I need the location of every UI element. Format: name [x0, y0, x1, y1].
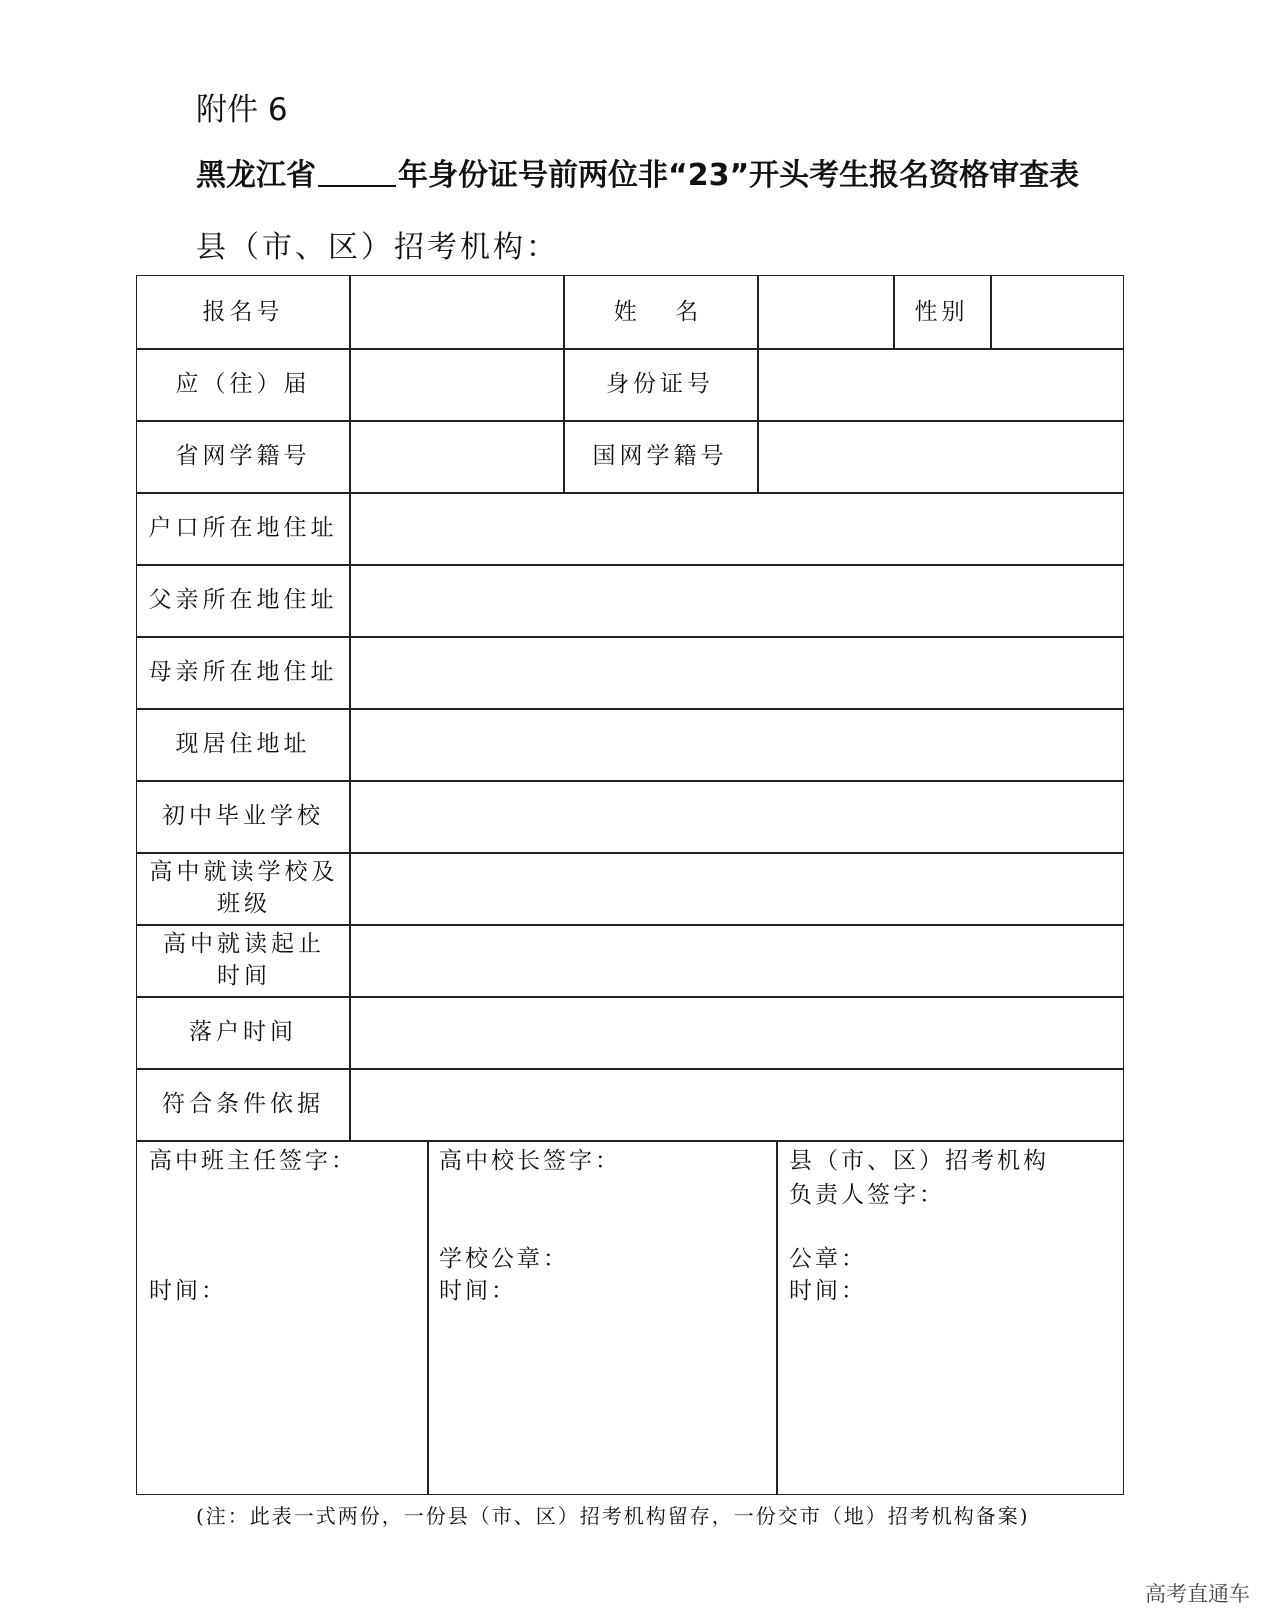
field-settle-time[interactable]: [349, 996, 1123, 1068]
agency-seal-label: 公章：: [789, 1246, 867, 1272]
row-divider: [137, 1140, 1123, 1142]
field-name[interactable]: [757, 276, 893, 348]
agency-time-label: 时间：: [789, 1278, 867, 1304]
label-reg-no: 报名号: [202, 299, 284, 325]
field-hukou-address[interactable]: [349, 492, 1123, 564]
label-name: 姓 名: [613, 299, 707, 325]
label-hukou-address: 户口所在地住址: [148, 515, 338, 541]
footnote: (注：此表一式两份，一份县（市、区）招考机构留存，一份交市（地）招考机构备案): [196, 1504, 1030, 1528]
agency-signature-line1: 县（市、区）招考机构: [789, 1148, 1049, 1174]
label-grad-status: 应（往）届: [175, 371, 311, 397]
watermark-text: 高考直通车: [1145, 1582, 1250, 1606]
principal-signature-label: 高中校长签字：: [439, 1148, 621, 1174]
field-current-address[interactable]: [349, 708, 1123, 780]
title-rest: 年身份证号前两位非“23”开头考生报名资格审查表: [398, 158, 1080, 193]
label-senior-period: 高中就读起止时间: [163, 931, 325, 989]
form-title: [196, 150, 1079, 194]
field-mother-address[interactable]: [349, 636, 1123, 708]
label-gender: 性别: [914, 299, 969, 325]
school-seal-label: 学校公章：: [439, 1246, 569, 1272]
col-divider: [427, 1140, 429, 1494]
attachment-label: 附件 6: [196, 92, 288, 128]
label-nat-student-no: 国网学籍号: [592, 443, 728, 469]
year-blank: [318, 159, 396, 187]
teacher-signature-label: 高中班主任签字：: [149, 1148, 357, 1174]
field-gender[interactable]: [990, 276, 1123, 348]
label-settle-time: 落户时间: [189, 1019, 297, 1045]
field-senior-period[interactable]: [349, 924, 1123, 996]
label-junior-school: 初中毕业学校: [162, 803, 324, 829]
review-form-table: [136, 275, 1124, 1495]
field-junior-school[interactable]: [349, 780, 1123, 852]
label-mother-address: 母亲所在地住址: [148, 659, 338, 685]
label-basis: 符合条件依据: [162, 1091, 324, 1117]
field-reg-no[interactable]: [349, 276, 563, 348]
field-id-no[interactable]: [757, 348, 1123, 420]
org-line: 县（市、区）招考机构：: [196, 230, 559, 265]
label-id-no: 身份证号: [606, 371, 714, 397]
field-basis[interactable]: [349, 1068, 1123, 1140]
col-divider: [776, 1140, 778, 1494]
label-father-address: 父亲所在地住址: [148, 587, 338, 613]
field-nat-student-no[interactable]: [757, 420, 1123, 492]
label-senior-school-class: 高中就读学校及班级: [149, 859, 339, 917]
label-prov-student-no: 省网学籍号: [175, 443, 311, 469]
title-province: 黑龙江省: [196, 158, 316, 193]
label-current-address: 现居住地址: [175, 731, 311, 757]
principal-time-label: 时间：: [439, 1278, 517, 1304]
field-father-address[interactable]: [349, 564, 1123, 636]
agency-signature-line2: 负责人签字：: [789, 1182, 945, 1208]
teacher-time-label: 时间：: [149, 1278, 227, 1304]
field-grad-status[interactable]: [349, 348, 563, 420]
field-senior-school-class[interactable]: [349, 852, 1123, 924]
field-prov-student-no[interactable]: [349, 420, 563, 492]
